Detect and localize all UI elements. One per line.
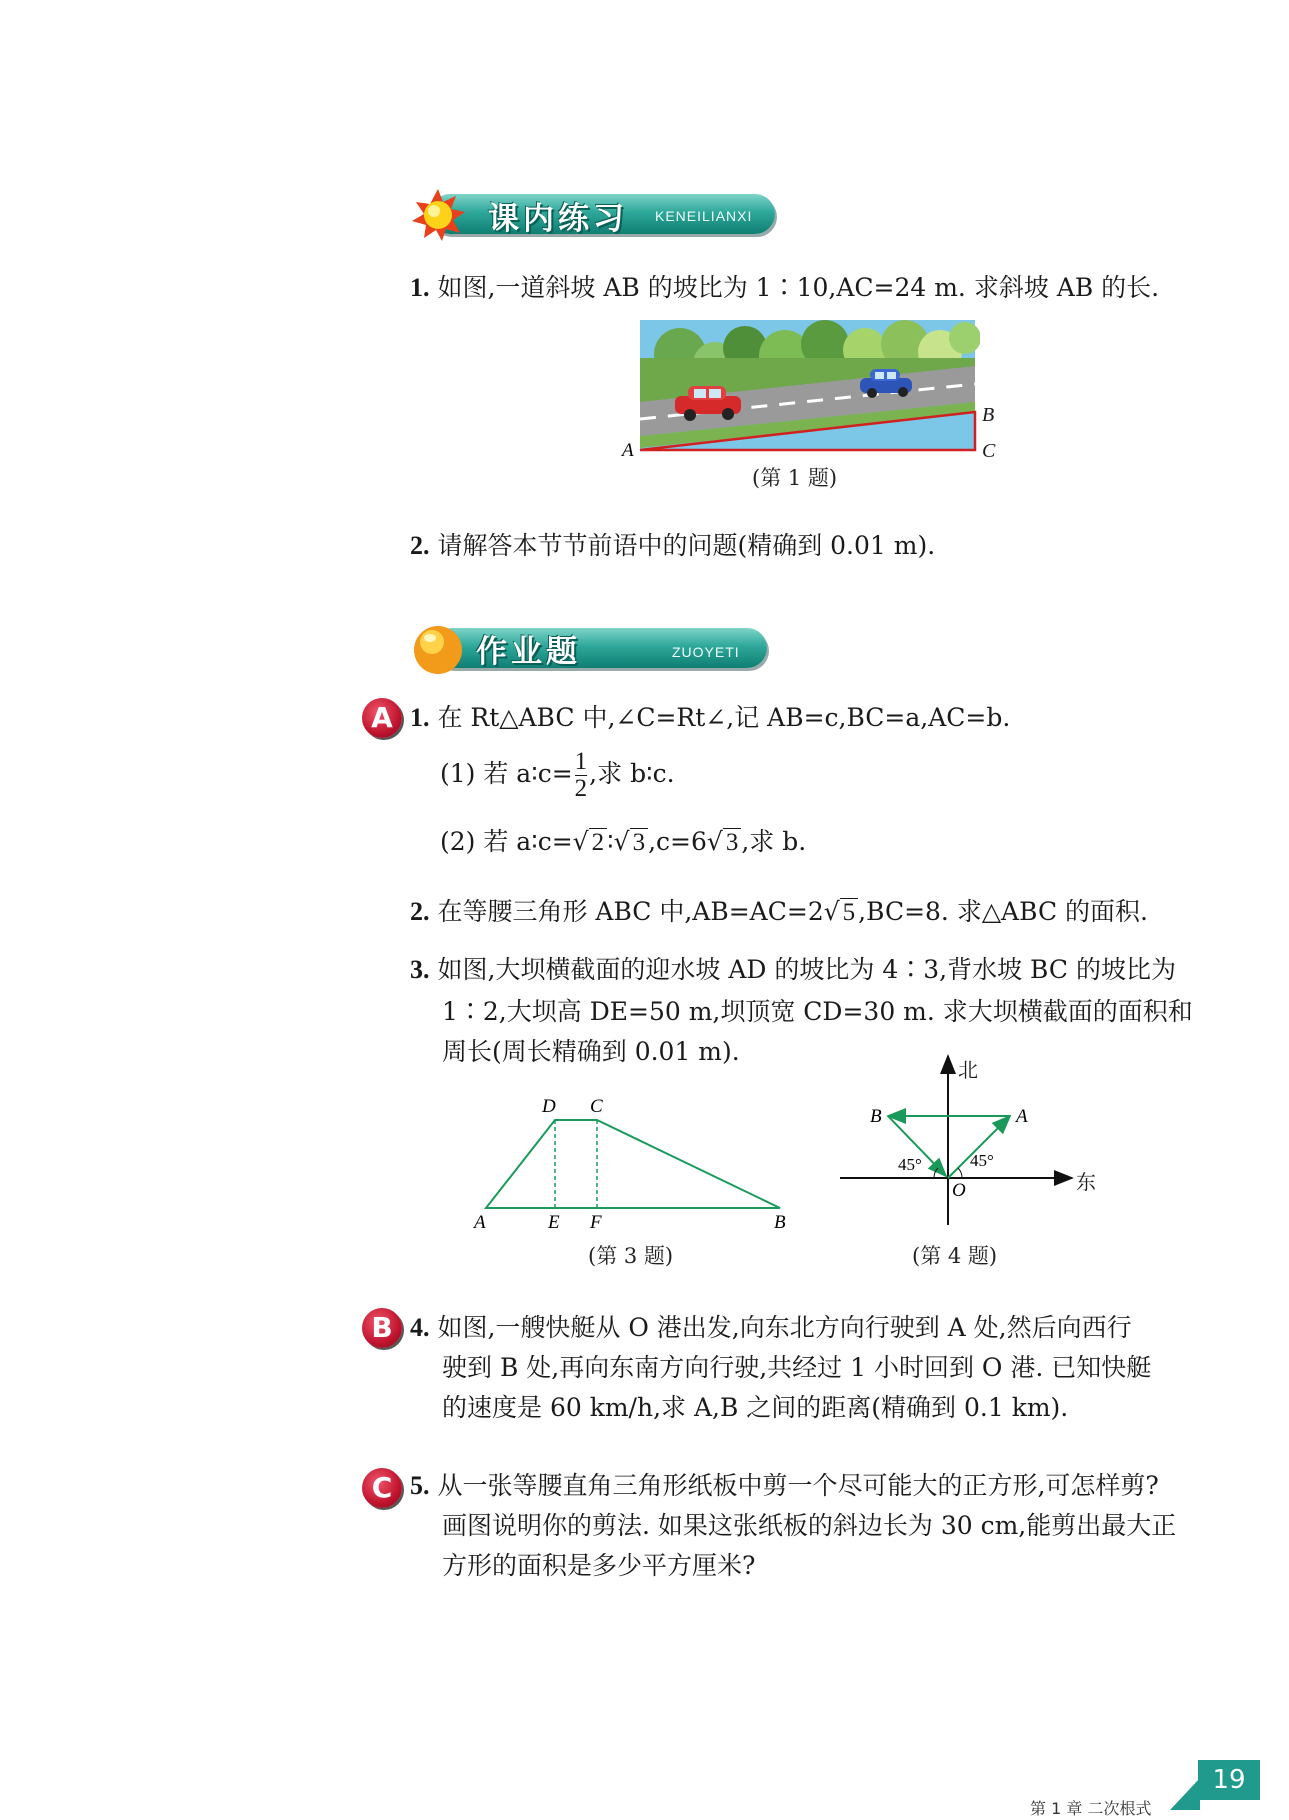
- figure-1-caption: (第 1 题): [752, 466, 838, 490]
- figure-1-label-c: C: [982, 440, 996, 462]
- sqrt-5: √ 5: [824, 892, 858, 933]
- question-number: 1.: [410, 273, 430, 302]
- level-a-badge: A: [362, 698, 402, 738]
- part-prefix: (1) 若 a∶c=: [440, 759, 573, 788]
- question-text: 在 Rt△ABC 中,∠C=Rt∠,记 AB=c,BC=a,AC=b.: [437, 703, 1011, 732]
- part-suffix: ,求 b∶c.: [589, 759, 675, 788]
- question-number: 5.: [410, 1471, 430, 1500]
- homework-1-part-1: [440, 744, 675, 804]
- homework-3-line-2: 1∶2,大坝高 DE=50 m,坝顶宽 CD=30 m. 求大坝横截面的面积和: [442, 997, 1193, 1026]
- ratio-colon: ∶: [607, 827, 614, 856]
- sqrt-3: √ 3: [614, 822, 648, 863]
- question-line-1: 如图,大坝横截面的迎水坡 AD 的坡比为 4∶3,背水坡 BC 的坡比为: [437, 955, 1176, 984]
- figure-3-dam: [470, 1090, 810, 1230]
- label-e: E: [548, 1212, 560, 1230]
- question-prefix: 在等腰三角形 ABC 中,AB=AC=2: [437, 897, 824, 926]
- question-number: 4.: [410, 1313, 430, 1342]
- figure-1-road-slope: [620, 318, 980, 458]
- angle-arc-right: [958, 1168, 962, 1178]
- section-banner-homework: [410, 620, 770, 676]
- question-number: 3.: [410, 955, 430, 984]
- homework-2: [410, 892, 1148, 933]
- exercise-2: [410, 526, 935, 566]
- homework-4-line-2: 驶到 B 处,再向东南方向行驶,共经过 1 小时回到 O 港. 已知快艇: [442, 1353, 1152, 1382]
- question-number: 1.: [410, 703, 430, 732]
- label-d: D: [542, 1096, 556, 1117]
- orb-icon: [410, 620, 466, 676]
- question-suffix: ,BC=8. 求△ABC 的面积.: [858, 897, 1148, 926]
- homework-1: [410, 698, 1010, 738]
- footer-chapter: 第 1 章 二次根式: [1030, 1799, 1152, 1818]
- level-b-badge: B: [362, 1308, 402, 1348]
- fraction: [575, 749, 588, 802]
- angle-label-left: 45°: [898, 1155, 922, 1174]
- question-text: 请解答本节节前语中的问题(精确到 0.01 m).: [437, 531, 936, 560]
- homework-5: [410, 1466, 1159, 1506]
- homework-5-line-2: 画图说明你的剪法. 如果这张纸板的斜边长为 30 cm,能剪出最大正: [442, 1511, 1177, 1540]
- page-number: 19: [1198, 1760, 1260, 1800]
- fraction-numerator: 1: [574, 748, 588, 775]
- part-suffix: ,求 b.: [741, 827, 807, 856]
- east-label: 东: [1076, 1170, 1096, 1194]
- label-a: A: [1016, 1106, 1028, 1127]
- level-c-badge: C: [362, 1468, 402, 1508]
- section-subtitle: ZUOYETI: [672, 644, 740, 660]
- figure-1-label-b: B: [982, 404, 995, 426]
- section-title: 作业题: [476, 634, 581, 670]
- sqrt-3b: √ 3: [707, 822, 741, 863]
- label-a: A: [474, 1212, 486, 1230]
- fraction-denominator: 2: [574, 775, 588, 802]
- north-label: 北: [958, 1058, 978, 1082]
- dam-trapezoid: [486, 1120, 780, 1208]
- label-b: B: [774, 1212, 786, 1230]
- sqrt-2: √ 2: [573, 822, 607, 863]
- question-number: 2.: [410, 531, 430, 560]
- homework-3-line-3: 周长(周长精确到 0.01 m).: [442, 1037, 740, 1066]
- homework-4-line-3: 的速度是 60 km/h,求 A,B 之间的距离(精确到 0.1 km).: [442, 1393, 1069, 1422]
- section-subtitle: KENEILIANXI: [655, 208, 753, 224]
- question-number: 2.: [410, 897, 430, 926]
- label-o: O: [952, 1180, 966, 1201]
- sun-icon: [410, 188, 466, 242]
- label-c: C: [590, 1096, 603, 1117]
- question-line-1: 从一张等腰直角三角形纸板中剪一个尽可能大的正方形,可怎样剪?: [437, 1471, 1159, 1500]
- label-a: A: [622, 440, 634, 458]
- figure-3-caption: (第 3 题): [588, 1244, 674, 1268]
- section-banner-practice: [410, 188, 780, 240]
- section-title: 课内练习: [488, 201, 628, 237]
- question-line-1: 如图,一艘快艇从 O 港出发,向东北方向行驶到 A 处,然后向西行: [437, 1313, 1132, 1342]
- angle-arc-left: [934, 1168, 938, 1178]
- question-text: 如图,一道斜坡 AB 的坡比为 1∶10,AC=24 m. 求斜坡 AB 的长.: [437, 273, 1160, 302]
- part-prefix: (2) 若 a∶c=: [440, 827, 573, 856]
- homework-3: [410, 950, 1176, 990]
- homework-1-part-2: [440, 822, 806, 863]
- homework-4: [410, 1308, 1132, 1348]
- page-tab-notch: [1170, 1770, 1200, 1810]
- label-b: B: [870, 1106, 882, 1127]
- part-middle: ,c=6: [648, 827, 707, 856]
- label-f: F: [590, 1212, 602, 1230]
- angle-label-right: 45°: [970, 1151, 994, 1170]
- figure-4-caption: (第 4 题): [912, 1244, 998, 1268]
- homework-5-line-3: 方形的面积是多少平方厘米?: [442, 1551, 756, 1580]
- exercise-1: [410, 268, 1159, 308]
